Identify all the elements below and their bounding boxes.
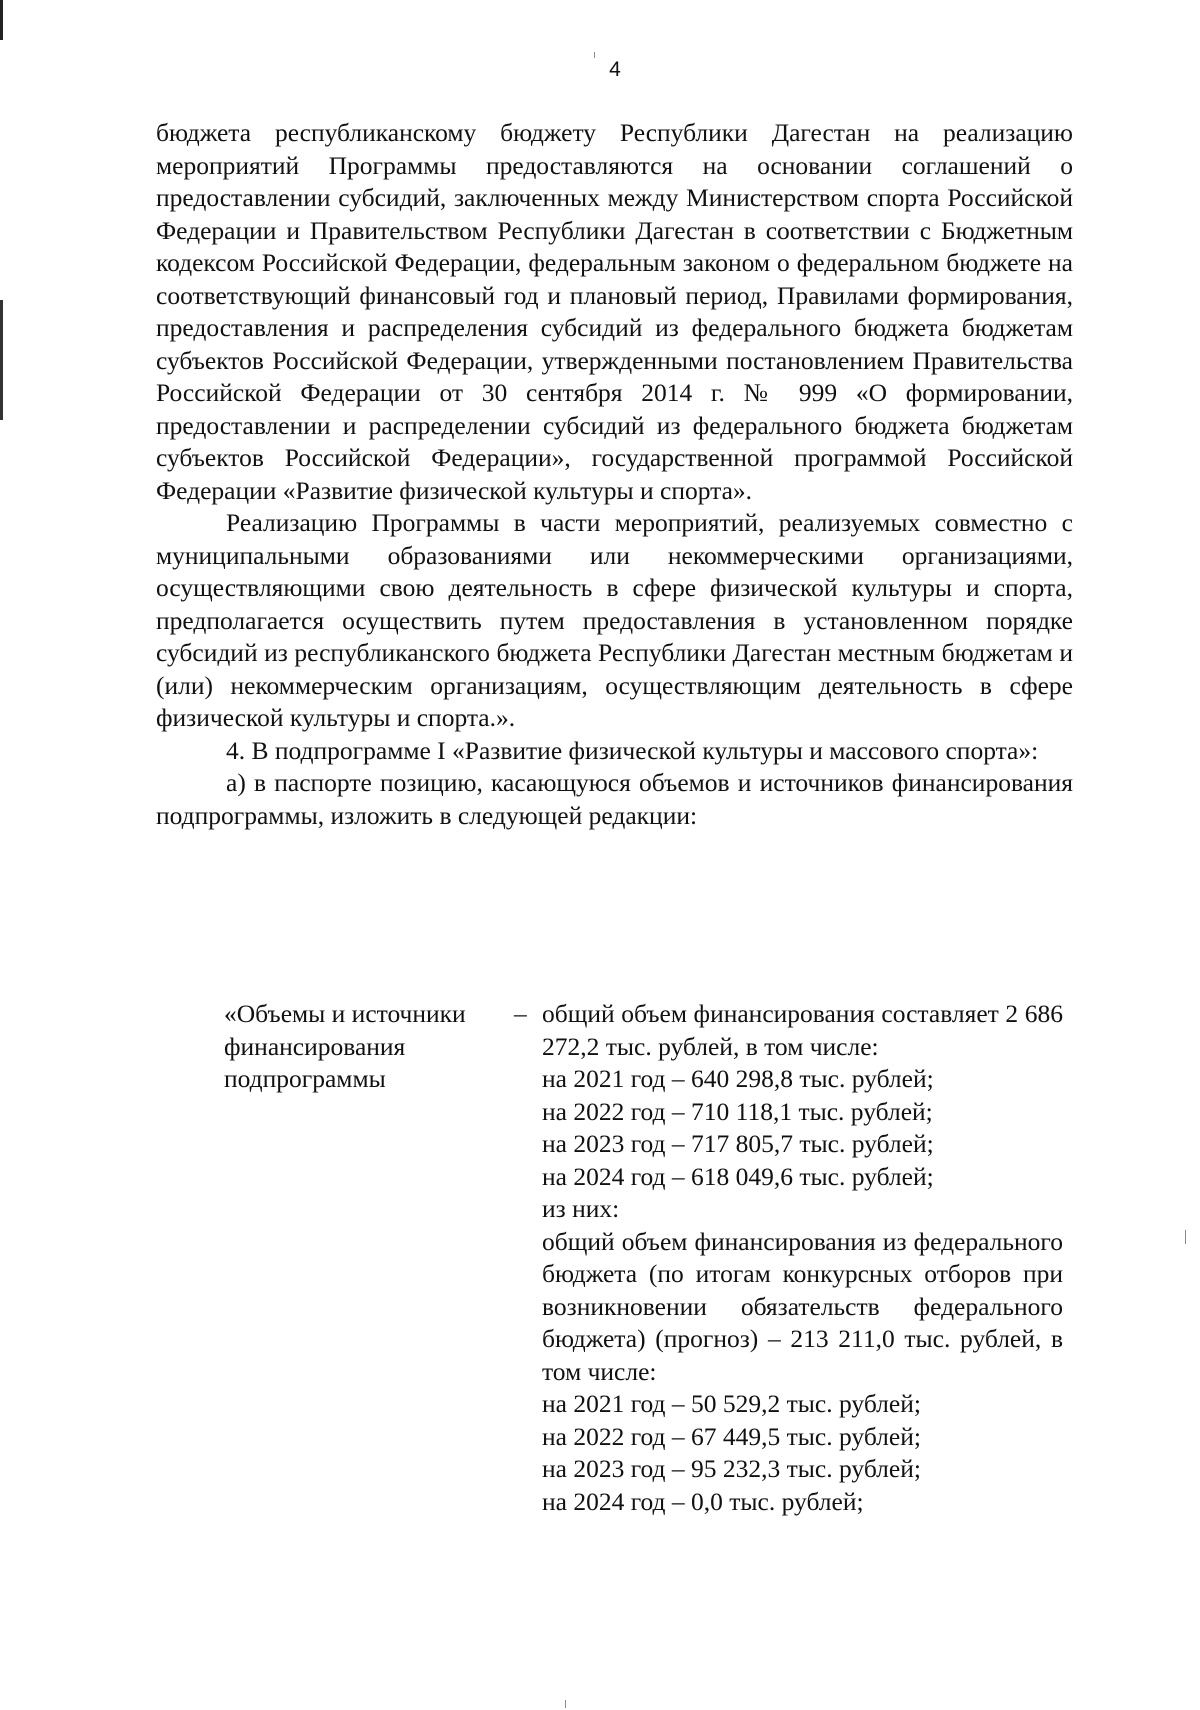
paragraph-3: 4. В подпрограмме I «Развитие физической культуры и массового спорта»: (226, 735, 1039, 765)
page-number: 4 (609, 58, 621, 81)
federal-year-line: на 2024 год – 0,0 тыс. рублей; (542, 1486, 864, 1516)
total-year-line: на 2022 год – 710 118,1 тыс. рублей; (542, 1096, 933, 1126)
passport-label-line: финансирования (224, 1031, 406, 1061)
paragraph-2: Реализацию Программы в части мероприятий, реализуемых совместно с муниципальными образованиями или некоммерческими организациями, осуществляющими свою деятельность в сфере физической культуры и спорта, предполагается осуществить путем предоставления в установленном порядке субсидий из республиканского бюджета Республики Дагестан местным бюджетам и (или) некоммерческим организациям, осуществляющим деятельность в сфере физической культуры и спорта.». (156, 508, 1073, 732)
federal-year-line: на 2022 год – 67 449,5 тыс. рублей; (542, 1421, 921, 1451)
scan-speck (1185, 1230, 1186, 1244)
scan-speck (565, 1700, 566, 1708)
paragraph-4: а) в паспорте позицию, касающуюся объемов и источников финансирования подпрограммы, изложить в следующей редакции: (156, 768, 1073, 830)
scan-edge-artifact (0, 0, 3, 1710)
federal-funding-text: общий объем финансирования из федерального бюджета (по итогам конкурсных отборов при возникновении обязательств федерального бюджета) (прогноз) – 213 211,0 тыс. рублей, в том числе: (542, 1226, 1063, 1386)
total-funding-text: общий объем финансирования составляет 2 686 272,2 тыс. рублей, в том числе: (542, 999, 1063, 1061)
passport-label-line: подпрограммы (224, 1064, 386, 1093)
of-them-label: из них: (542, 1194, 620, 1223)
passport-dash: – (514, 999, 527, 1028)
total-year-line: на 2023 год – 717 805,7 тыс. рублей; (542, 1129, 934, 1158)
federal-year-line: на 2021 год – 50 529,2 тыс. рублей; (542, 1389, 921, 1418)
passport-label (224, 998, 524, 1096)
paragraph-1: бюджета республиканскому бюджету Республики Дагестан на реализацию мероприятий Программы предоставляются на основании соглашений о предоставлении субсидий, заключенных между Министерством спорта Российской Федерации и Правительством Республики Дагестан в соответствии с Бюджетным кодексом Российской Федерации, федеральным законом о федеральном бюджете на соответствующий финансовый год и плановый период, Правилами формирования, предоставления и распределения субсидий из федерального бюджета бюджетам субъектов Российской Федерации, утвержденными постановлением Правительства Российской Федерации от 30 сентября 2014 г. № 999 «О формировании, предоставлении и распределении субсидий из федерального бюджета бюджетам субъектов Российской Федерации», государственной программой Российской Федерации «Развитие физической культуры и спорта». (156, 118, 1073, 505)
document-body (156, 117, 1073, 832)
passport-label-line: «Объемы и источники (224, 999, 466, 1028)
scan-speck (594, 52, 595, 58)
total-year-line: на 2021 год – 640 298,8 тыс. рублей; (542, 1064, 934, 1093)
passport-value (542, 998, 1063, 1518)
federal-year-line: на 2023 год – 95 232,3 тыс. рублей; (542, 1454, 921, 1483)
total-year-line: на 2024 год – 618 049,6 тыс. рублей; (542, 1161, 934, 1191)
